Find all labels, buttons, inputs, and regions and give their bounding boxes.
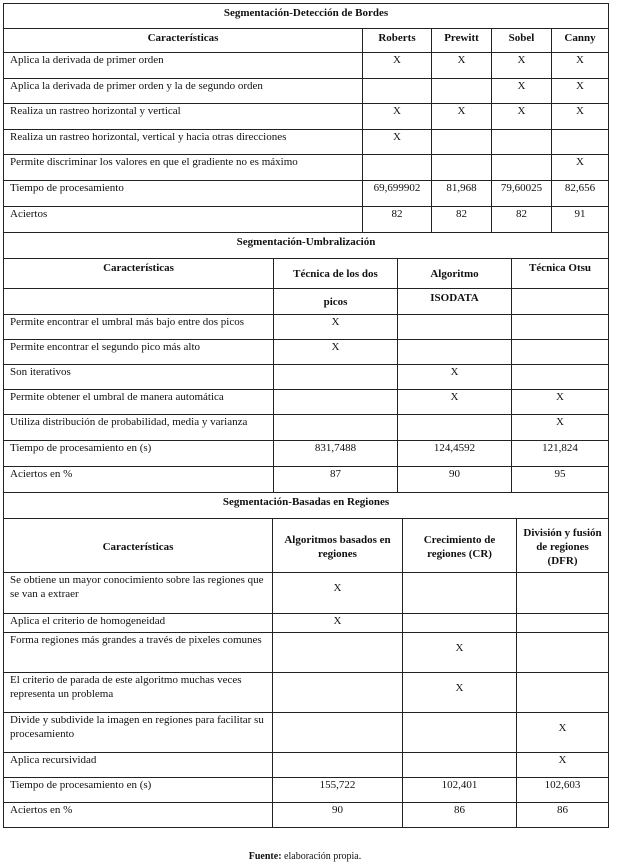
- header-row: [4, 29, 609, 53]
- table-row: [4, 79, 609, 104]
- cell-value: X: [363, 53, 432, 79]
- column-header: Características: [4, 29, 363, 53]
- cell-value: 82,656: [552, 181, 609, 207]
- cell-value: [274, 390, 398, 415]
- row-label: Permite discriminar los valores en que el gradiente no es máximo: [4, 155, 363, 181]
- cell-value: 79,60025: [492, 181, 552, 207]
- cell-value: 95: [512, 467, 609, 493]
- table-row: [4, 778, 609, 803]
- cell-value: [492, 130, 552, 155]
- header-row: [4, 259, 609, 289]
- column-header: Técnica Otsu: [512, 259, 609, 289]
- cell-value: 121,824: [512, 441, 609, 467]
- row-label: Tiempo de procesamiento: [4, 181, 363, 207]
- cell-value: X: [274, 340, 398, 365]
- cell-value: [512, 365, 609, 390]
- table-row: [4, 803, 609, 828]
- column-header: Técnica de los dos: [274, 259, 398, 289]
- row-label: Forma regiones más grandes a través de pixeles comunes: [4, 633, 273, 673]
- cell-value: X: [552, 155, 609, 181]
- cell-value: [517, 633, 609, 673]
- column-header: Características: [4, 519, 273, 573]
- table-row: [4, 181, 609, 207]
- cell-value: 155,722: [273, 778, 403, 803]
- cell-value: [403, 713, 517, 753]
- row-label: Realiza un rastreo horizontal y vertical: [4, 104, 363, 130]
- table-row: [4, 130, 609, 155]
- source-note: [0, 851, 610, 862]
- table-row: [4, 467, 609, 493]
- cell-value: [273, 633, 403, 673]
- cell-value: [517, 573, 609, 614]
- row-label: Divide y subdivide la imagen en regiones para facilitar su procesamiento: [4, 713, 273, 753]
- cell-value: [398, 340, 512, 365]
- table-row: [4, 365, 609, 390]
- cell-value: X: [403, 633, 517, 673]
- cell-value: [274, 365, 398, 390]
- column-header: Algoritmo: [398, 259, 512, 289]
- table-row: [4, 104, 609, 130]
- row-label: Tiempo de procesamiento en (s): [4, 778, 273, 803]
- cell-value: X: [273, 614, 403, 633]
- cell-value: X: [273, 573, 403, 614]
- cell-value: X: [403, 673, 517, 713]
- column-header: Algoritmos basados en regiones: [273, 519, 403, 573]
- cell-value: 86: [403, 803, 517, 828]
- cell-value: 91: [552, 207, 609, 233]
- cell-value: [512, 340, 609, 365]
- cell-value: 90: [273, 803, 403, 828]
- row-label: Aplica la derivada de primer orden y la de segundo orden: [4, 79, 363, 104]
- cell-value: [432, 79, 492, 104]
- table-row: [4, 340, 609, 365]
- section-title: Segmentación-Umbralización: [4, 233, 609, 259]
- row-label: Aciertos en %: [4, 803, 273, 828]
- column-header: Prewitt: [432, 29, 492, 53]
- row-label: Son iterativos: [4, 365, 274, 390]
- table-row: [4, 614, 609, 633]
- header-row: [4, 519, 609, 573]
- column-header: Características: [4, 259, 274, 289]
- cell-value: [512, 315, 609, 340]
- column-header: Canny: [552, 29, 609, 53]
- cell-value: 86: [517, 803, 609, 828]
- row-label: El criterio de parada de este algoritmo muchas veces representa un problema: [4, 673, 273, 713]
- cell-value: [517, 614, 609, 633]
- cell-value: [398, 415, 512, 441]
- table-row: [4, 633, 609, 673]
- cell-value: [403, 753, 517, 778]
- cell-value: 69,699902: [363, 181, 432, 207]
- cell-value: 124,4592: [398, 441, 512, 467]
- cell-value: [552, 130, 609, 155]
- cell-value: X: [512, 390, 609, 415]
- row-label: Aplica la derivada de primer orden: [4, 53, 363, 79]
- table-regiones: [3, 492, 609, 828]
- table-row: [4, 573, 609, 614]
- table-row: [4, 415, 609, 441]
- row-label: Utiliza distribución de probabilidad, media y varianza: [4, 415, 274, 441]
- cell-value: 102,401: [403, 778, 517, 803]
- table-row: [4, 713, 609, 753]
- cell-value: X: [552, 104, 609, 130]
- cell-value: X: [492, 79, 552, 104]
- column-header: División y fusión de regiones (DFR): [517, 519, 609, 573]
- cell-value: [398, 315, 512, 340]
- table-umbralizacion: [3, 288, 609, 493]
- header-row-continued: [4, 289, 609, 315]
- cell-value: [432, 155, 492, 181]
- row-label: Permite obtener el umbral de manera automática: [4, 390, 274, 415]
- row-label: Aciertos en %: [4, 467, 274, 493]
- cell-value: X: [492, 104, 552, 130]
- cell-value: [273, 753, 403, 778]
- cell-value: 831,7488: [274, 441, 398, 467]
- cell-value: X: [492, 53, 552, 79]
- cell-value: 82: [492, 207, 552, 233]
- source-text: elaboración propia.: [281, 851, 362, 862]
- cell-value: [517, 673, 609, 713]
- cell-value: [363, 155, 432, 181]
- column-header: ISODATA: [398, 289, 512, 315]
- cell-value: X: [398, 390, 512, 415]
- table-deteccion-bordes: [3, 3, 609, 233]
- table-row: [4, 155, 609, 181]
- table-row: [4, 673, 609, 713]
- row-label: Se obtiene un mayor conocimiento sobre las regiones que se van a extraer: [4, 573, 273, 614]
- source-label: Fuente:: [248, 851, 282, 862]
- cell-value: [403, 573, 517, 614]
- cell-value: 82: [363, 207, 432, 233]
- cell-value: [274, 415, 398, 441]
- cell-value: X: [517, 713, 609, 753]
- cell-value: [432, 130, 492, 155]
- cell-value: X: [432, 104, 492, 130]
- cell-value: X: [363, 104, 432, 130]
- cell-value: 102,603: [517, 778, 609, 803]
- row-label: Aplica recursividad: [4, 753, 273, 778]
- cell-value: X: [398, 365, 512, 390]
- table-row: [4, 390, 609, 415]
- table-row: [4, 441, 609, 467]
- table-row: [4, 207, 609, 233]
- cell-value: X: [552, 79, 609, 104]
- row-label: Tiempo de procesamiento en (s): [4, 441, 274, 467]
- row-label: Aplica el criterio de homogeneidad: [4, 614, 273, 633]
- table-umbralizacion-header: [3, 232, 609, 289]
- cell-value: [273, 713, 403, 753]
- cell-value: X: [517, 753, 609, 778]
- row-label: Realiza un rastreo horizontal, vertical y hacia otras direcciones: [4, 130, 363, 155]
- cell-value: [273, 673, 403, 713]
- column-header: Crecimiento de regiones (CR): [403, 519, 517, 573]
- cell-value: X: [552, 53, 609, 79]
- cell-value: 82: [432, 207, 492, 233]
- row-label: Permite encontrar el umbral más bajo entre dos picos: [4, 315, 274, 340]
- section-title: Segmentación-Basadas en Regiones: [4, 493, 609, 519]
- cell-value: X: [274, 315, 398, 340]
- table-row: [4, 753, 609, 778]
- column-header: Roberts: [363, 29, 432, 53]
- table-row: [4, 315, 609, 340]
- cell-value: X: [512, 415, 609, 441]
- cell-value: X: [363, 130, 432, 155]
- cell-value: [492, 155, 552, 181]
- column-header: Sobel: [492, 29, 552, 53]
- cell-value: X: [432, 53, 492, 79]
- cell-value: [403, 614, 517, 633]
- cell-value: 90: [398, 467, 512, 493]
- column-header: picos: [274, 289, 398, 315]
- row-label: Permite encontrar el segundo pico más alto: [4, 340, 274, 365]
- cell-value: 81,968: [432, 181, 492, 207]
- section-title: Segmentación-Detección de Bordes: [4, 4, 609, 29]
- table-row: [4, 53, 609, 79]
- cell-value: [363, 79, 432, 104]
- row-label: Aciertos: [4, 207, 363, 233]
- cell-value: 87: [274, 467, 398, 493]
